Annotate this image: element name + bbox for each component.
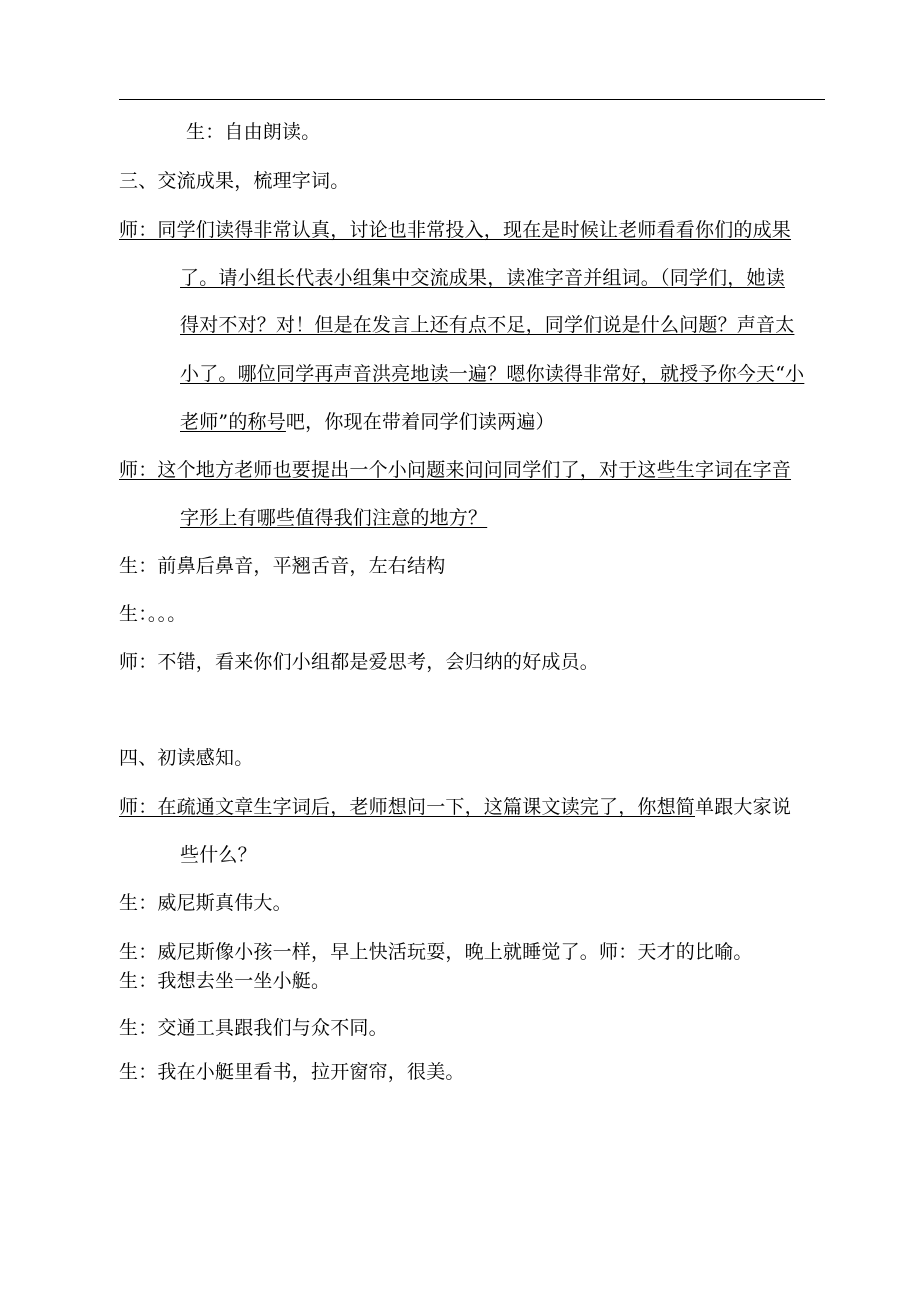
text-run: 小了。哪位同学再声音洪亮地读一遍？嗯你读得非常好，就授予你今天“小 [180,363,805,385]
line-teacher-1d [180,362,804,386]
line-student-response-4 [119,1016,388,1040]
text-run: 字形上有哪些值得我们注意的地方？ [180,507,488,529]
section-heading-3 [119,169,349,193]
text-run: 生：前鼻后鼻音，平翘舌音，左右结构 [119,555,446,577]
text-run: 吧，你现在带着同学们读两遍） [285,411,555,433]
text-run: 师：不错，看来你们小组都是爱思考，会归纳的好成员。 [119,651,600,673]
line-teacher-2a [119,458,791,482]
line-student-response-1 [119,891,292,915]
section-heading-4 [119,746,253,770]
line-student-response-5 [119,1060,465,1084]
text-run: 生：交通工具跟我们与众不同。 [119,1017,388,1039]
text-run: 师：这个地方老师也要提出一个小问题来问问同学们了，对于这些生字词在字音 [119,459,792,481]
line-teacher-3a [119,795,791,819]
text-run: 生：。。。 [119,603,187,625]
line-teacher-2b [180,506,487,530]
line-student-answer-1 [119,554,445,578]
line-student-answer-2 [119,602,187,626]
line-student-response-2 [119,940,753,964]
line-student-response-3 [119,969,330,993]
header-rule [119,99,825,100]
text-run: 生：我在小艇里看书，拉开窗帘，很美。 [119,1061,465,1083]
text-run: 生：我想去坐一坐小艇。 [119,970,331,992]
text-run: 四、初读感知。 [119,747,254,769]
text-run: 了。请小组长代表小组集中交流成果，读准字音并组词。（同学们，她读 [180,267,785,289]
line-teacher-1b [180,266,785,290]
line-teacher-praise [119,650,599,674]
line-teacher-1c [180,313,794,337]
text-run: 生：威尼斯像小孩一样，早上快活玩耍，晚上就睡觉了。师：天才的比喻。 [119,941,753,963]
text-run: 得对不对？对！但是在发言上还有点不足，同学们说是什么问题？声音太 [180,314,795,336]
text-run: 师：同学们读得非常认真，讨论也非常投入，现在是时候让老师看看你们的成果 [119,219,792,241]
text-run: 单跟大家说 [695,796,792,818]
line-teacher-1a [119,218,791,242]
line-teacher-1e [180,410,555,434]
text-run: 三、交流成果，梳理字词。 [119,170,350,192]
text-run: 些什么？ [180,844,257,866]
text-run: 生：自由朗读。 [186,121,321,143]
line-teacher-3b [180,843,257,867]
text-run: 生：威尼斯真伟大。 [119,892,292,914]
line-student-reading [186,120,320,144]
text-run: 老师”的称号 [180,411,286,433]
text-run: 师：在疏通文章生字词后，老师想问一下，这篇课文读完了，你想简 [119,796,696,818]
